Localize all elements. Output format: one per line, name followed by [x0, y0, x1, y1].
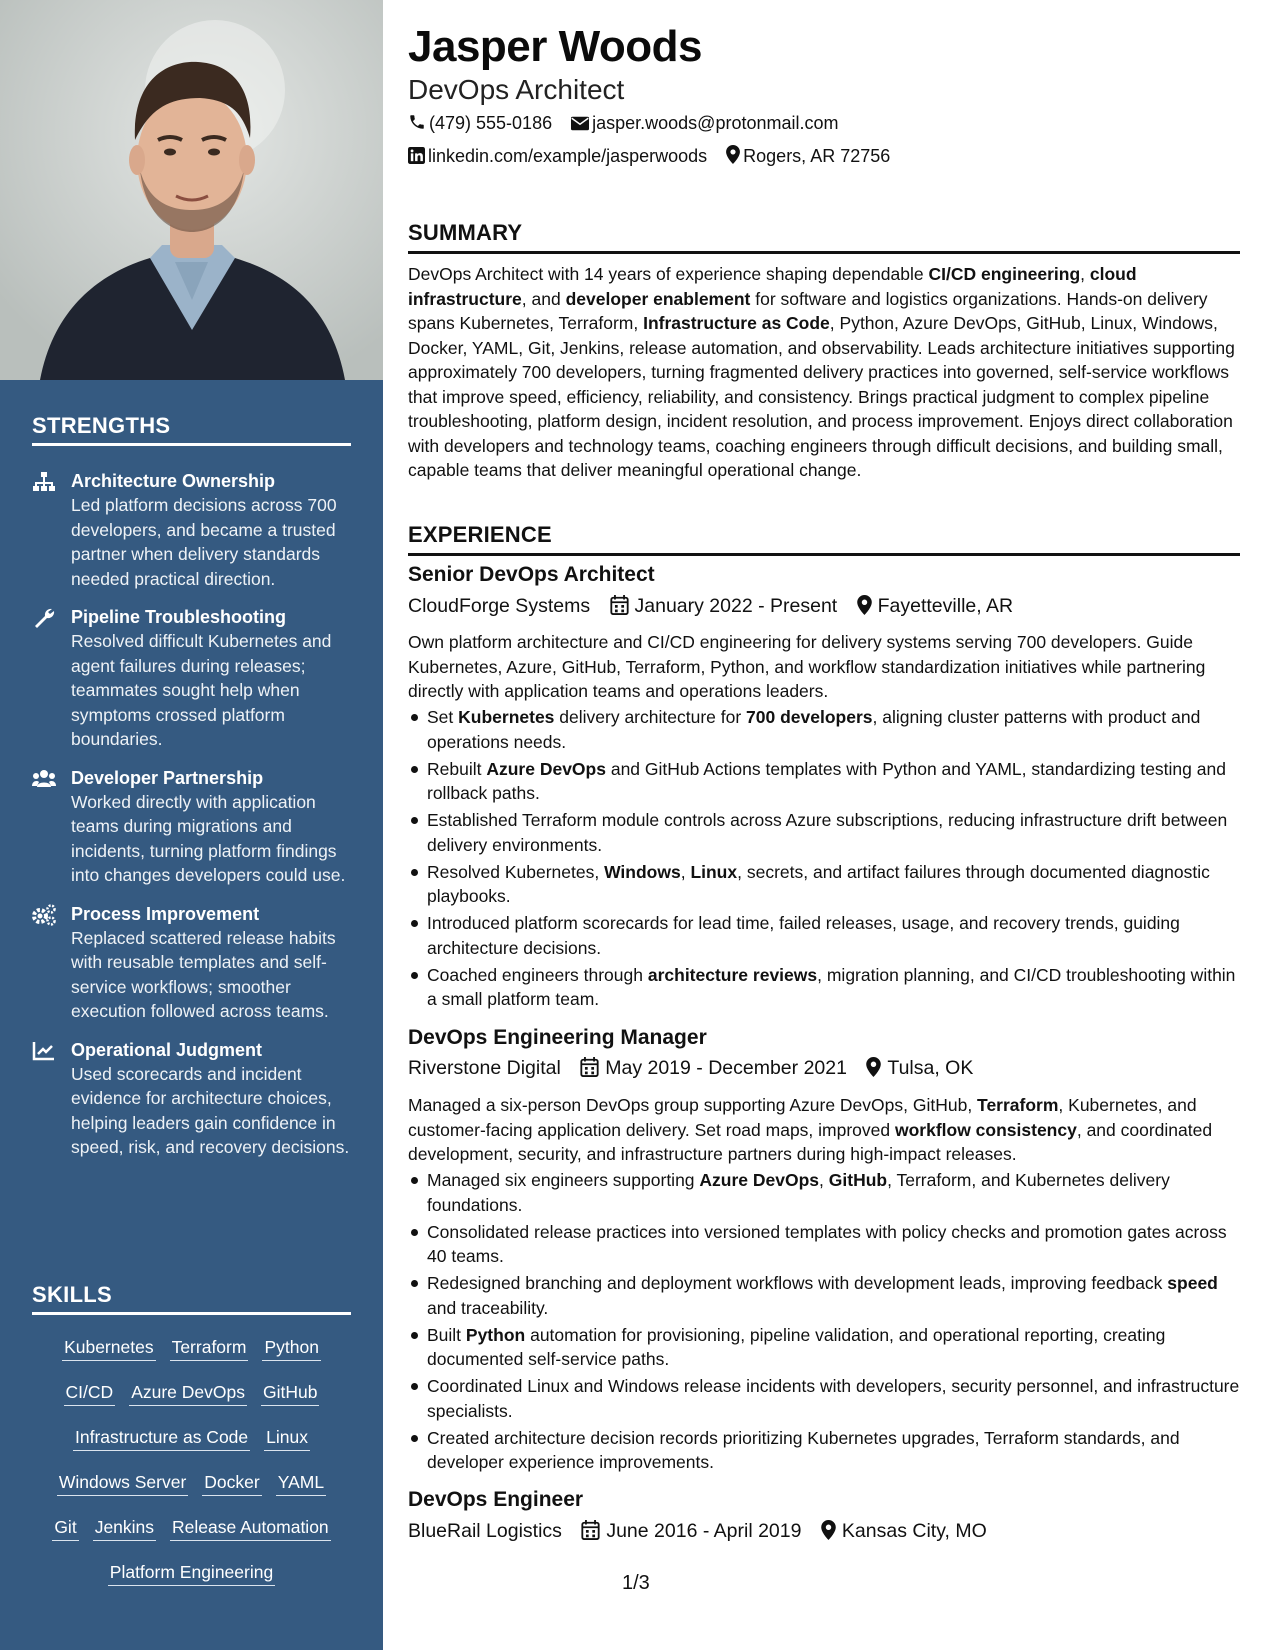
text-run: Coordinated Linux and Windows release incidents with developers, security personnel, and infrastructure specialists. — [427, 1376, 1240, 1421]
job-company: CloudForge Systems — [408, 595, 591, 617]
text-run: Established Terraform module controls across Azure subscriptions, reducing infrastructure drift between delivery environments. — [427, 810, 1228, 855]
bullet-item — [408, 860, 1240, 909]
strength-text: Led platform decisions across 700 developers, and became a trusted partner when delivery standards needed practical direction. — [71, 495, 337, 589]
bold-text: Azure DevOps — [699, 1170, 820, 1190]
strength-title: Pipeline Troubleshooting — [71, 607, 287, 627]
summary-heading: SUMMARY — [408, 220, 1240, 254]
text-run: , secrets, and artifact failures through documented diagnostic playbooks. — [427, 861, 1210, 906]
bold-text: architecture reviews — [647, 964, 818, 985]
bold-text: developer enablement — [565, 288, 751, 309]
users-icon — [32, 768, 56, 790]
bold-text: workflow consistency — [894, 1119, 1077, 1140]
bold-text: Kubernetes — [458, 707, 555, 727]
map-pin-icon — [726, 145, 740, 164]
skill-tag: Windows Server — [57, 1471, 188, 1496]
bullet-item — [408, 1168, 1240, 1217]
text-run: , and coordinated development, security, and infrastructure partners during high-impact releases. — [408, 1119, 1213, 1164]
strengths-heading: STRENGTHS — [32, 413, 351, 446]
job-meta — [408, 1057, 973, 1080]
calendar-icon — [580, 1057, 599, 1077]
chart-line-icon — [32, 1040, 56, 1062]
skill-tag: Python — [262, 1336, 320, 1361]
text-run: and GitHub Actions templates with Python and YAML, standardizing testing and rollback paths. — [427, 758, 1226, 803]
gears-icon — [32, 904, 56, 926]
text-run: , Kubernetes, and customer-facing application delivery. Set road maps, improved — [408, 1095, 1197, 1140]
skill-tag: Docker — [202, 1471, 261, 1496]
skill-tag: Kubernetes — [62, 1336, 156, 1361]
bullet-item — [408, 1220, 1240, 1269]
job-meta — [408, 595, 1013, 618]
location-text: Rogers, AR 72756 — [743, 146, 891, 166]
job-location: Fayetteville, AR — [877, 595, 1014, 617]
job-dates: May 2019 - December 2021 — [605, 1057, 847, 1079]
text-run: Built — [427, 1324, 466, 1345]
sidebar — [0, 0, 383, 1650]
skill-tag: Platform Engineering — [108, 1561, 275, 1586]
skill-tag: Infrastructure as Code — [73, 1426, 250, 1451]
bullet-item — [408, 1426, 1240, 1475]
strength-title: Developer Partnership — [71, 767, 264, 788]
skills-list — [32, 1326, 351, 1596]
email-contact[interactable] — [571, 113, 838, 134]
text-run: Introduced platform scorecards for lead time, failed releases, usage, and recovery trends, guiding architecture decisions. — [427, 913, 1180, 958]
skill-tag: CI/CD — [64, 1381, 116, 1406]
contact-row-2 — [408, 145, 904, 167]
profile-photo — [0, 0, 383, 380]
map-pin-icon — [857, 595, 872, 615]
linkedin-icon — [408, 147, 425, 164]
strength-item — [32, 902, 357, 1024]
text-run: Rebuilt — [427, 758, 487, 779]
bold-text: speed — [1167, 1273, 1218, 1293]
text-run: , Python, Azure DevOps, GitHub, Linux, Windows, Docker, YAML, Git, Jenkins, release automation, and observability. Leads architecture initiatives supporting approximately 700 developers, turning fragmented delivery practices into governed, self-service workflows that improve speed, efficiency, reliability, and consistency. Brings practical judgment to complex pipeline troubleshooting, platform design, incident resolution, and process improvement. Enjoys direct collaboration with developers and technology teams, coaching engineers through difficult decisions, and building small, capable teams that deliver meaningful operational change. — [408, 313, 1235, 480]
job-bullets — [408, 1168, 1240, 1477]
skill-tag: Linux — [264, 1426, 310, 1451]
strength-text: Used scorecards and incident evidence for architecture choices, helping leaders gain confidence in speed, risk, and recovery decisions. — [71, 1063, 350, 1157]
skill-tag: Jenkins — [93, 1516, 156, 1541]
profile-photo-image — [0, 0, 383, 380]
job-role: Senior DevOps Architect — [408, 563, 655, 586]
bullet-item — [408, 963, 1240, 1012]
text-run: Created architecture decision records prioritizing Kubernetes upgrades, Terraform standards, and developer experience improvements. — [427, 1427, 1180, 1472]
bold-text: 700 developers — [746, 707, 873, 727]
org-chart-icon — [32, 471, 56, 493]
text-run: , — [1080, 264, 1090, 284]
skill-tag: YAML — [276, 1471, 326, 1496]
text-run: DevOps Architect with 14 years of experience shaping dependable — [408, 264, 929, 284]
job-description — [408, 630, 1240, 704]
email-text: jasper.woods@protonmail.com — [592, 113, 839, 133]
job-location: Tulsa, OK — [887, 1057, 974, 1079]
job-location: Kansas City, MO — [841, 1520, 987, 1542]
job-dates: June 2016 - April 2019 — [606, 1520, 802, 1542]
job-company: BlueRail Logistics — [408, 1520, 562, 1542]
job-description — [408, 1093, 1240, 1167]
strength-text: Resolved difficult Kubernetes and agent failures during releases; teammates sought help when symptoms crossed platform boundaries. — [71, 631, 332, 749]
strength-title: Architecture Ownership — [71, 471, 276, 491]
job-company: Riverstone Digital — [408, 1057, 561, 1079]
bullet-item — [408, 1374, 1240, 1423]
bullet-item — [408, 1323, 1240, 1372]
text-run: and traceability. — [427, 1297, 549, 1318]
bold-text: Azure DevOps — [486, 758, 606, 779]
skill-tag: GitHub — [261, 1381, 319, 1406]
skill-tag: Terraform — [170, 1336, 249, 1361]
experience-heading: EXPERIENCE — [408, 522, 1240, 556]
skill-tag: Git — [52, 1516, 78, 1541]
candidate-name: Jasper Woods — [408, 22, 702, 71]
calendar-icon — [610, 595, 629, 615]
job-role: DevOps Engineer — [408, 1488, 584, 1511]
bold-text: Python — [465, 1324, 526, 1345]
strength-item — [32, 1038, 357, 1160]
bold-text: CI/CD engineering — [928, 264, 1081, 284]
text-run: , — [680, 861, 691, 882]
envelope-icon — [571, 116, 589, 131]
calendar-icon — [581, 1520, 600, 1540]
bullet-item — [408, 757, 1240, 806]
contact-row — [408, 113, 853, 134]
text-run: delivery architecture for — [554, 707, 747, 727]
summary-text — [408, 262, 1240, 483]
bullet-item — [408, 1271, 1240, 1320]
bold-text: GitHub — [828, 1170, 888, 1190]
bullet-item — [408, 911, 1240, 960]
strength-item — [32, 469, 357, 591]
map-pin-icon — [866, 1057, 881, 1077]
job-bullets — [408, 705, 1240, 1014]
skills-heading: SKILLS — [32, 1282, 351, 1315]
linkedin-text: linkedin.com/example/jasperwoods — [428, 146, 708, 166]
linkedin-contact[interactable] — [408, 146, 707, 167]
strength-title: Process Improvement — [71, 903, 260, 924]
phone-contact[interactable] — [408, 113, 552, 134]
bold-text: Windows — [604, 861, 681, 882]
text-run: , migration planning, and CI/CD troubleshooting within a small platform team. — [427, 964, 1236, 1009]
text-run: Consolidated release practices into versioned templates with policy checks and promotion gates across 40 teams. — [427, 1221, 1227, 1266]
job-dates: January 2022 - Present — [634, 595, 838, 617]
text-run: Managed six engineers supporting — [427, 1170, 700, 1190]
bold-text: cloud infrastructure — [408, 264, 1137, 309]
bold-text: Terraform — [977, 1095, 1059, 1115]
job-role: DevOps Engineering Manager — [408, 1026, 707, 1049]
map-pin-icon — [821, 1520, 836, 1540]
text-run: , and — [521, 288, 566, 309]
bold-text: Linux — [690, 861, 738, 882]
location-contact — [726, 145, 890, 167]
strength-item — [32, 605, 357, 752]
text-run: Managed a six-person DevOps group supporting Azure DevOps, GitHub, — [408, 1095, 978, 1115]
skill-tag: Azure DevOps — [129, 1381, 247, 1406]
strength-item — [32, 766, 357, 888]
page-number: 1/3 — [622, 1572, 650, 1594]
strength-text: Replaced scattered release habits with reusable templates and self-service workflows; smoother execution followed across teams. — [71, 927, 336, 1021]
wrench-icon — [32, 607, 56, 629]
text-run: Set — [427, 707, 459, 727]
job-meta — [408, 1520, 987, 1543]
text-run: automation for provisioning, pipeline validation, and operational reporting, creating documented self-service paths. — [427, 1324, 1166, 1369]
text-run: Resolved Kubernetes, — [427, 861, 605, 882]
text-run: Coached engineers through — [427, 964, 648, 985]
strength-title: Operational Judgment — [71, 1039, 263, 1060]
text-run: for software and logistics organizations. Hands-on delivery spans Kubernetes, Terraform, — [408, 288, 1208, 333]
text-run: , — [819, 1170, 829, 1190]
skill-tag: Release Automation — [170, 1516, 331, 1541]
text-run: , Terraform, and Kubernetes delivery foundations. — [427, 1170, 1170, 1215]
bullet-item — [408, 808, 1240, 857]
bullet-item — [408, 705, 1240, 754]
text-run: Redesigned branching and deployment workflows with development leads, improving feedback — [427, 1273, 1168, 1293]
text-run: Own platform architecture and CI/CD engineering for delivery systems serving 700 developers. Guide Kubernetes, Azure, GitHub, Terraform, Python, and workflow standardization initiatives while partnering directly with application teams and operations leaders. — [408, 632, 1206, 701]
bold-text: Infrastructure as Code — [643, 313, 830, 333]
text-run: , aligning cluster patterns with product and operations needs. — [427, 707, 1201, 752]
phone-text: (479) 555-0186 — [429, 113, 553, 133]
phone-icon — [408, 113, 426, 131]
candidate-title: DevOps Architect — [408, 74, 625, 105]
strengths-list — [32, 469, 357, 1174]
strength-text: Worked directly with application teams during migrations and incidents, turning platform findings into changes developers could use. — [71, 791, 346, 885]
